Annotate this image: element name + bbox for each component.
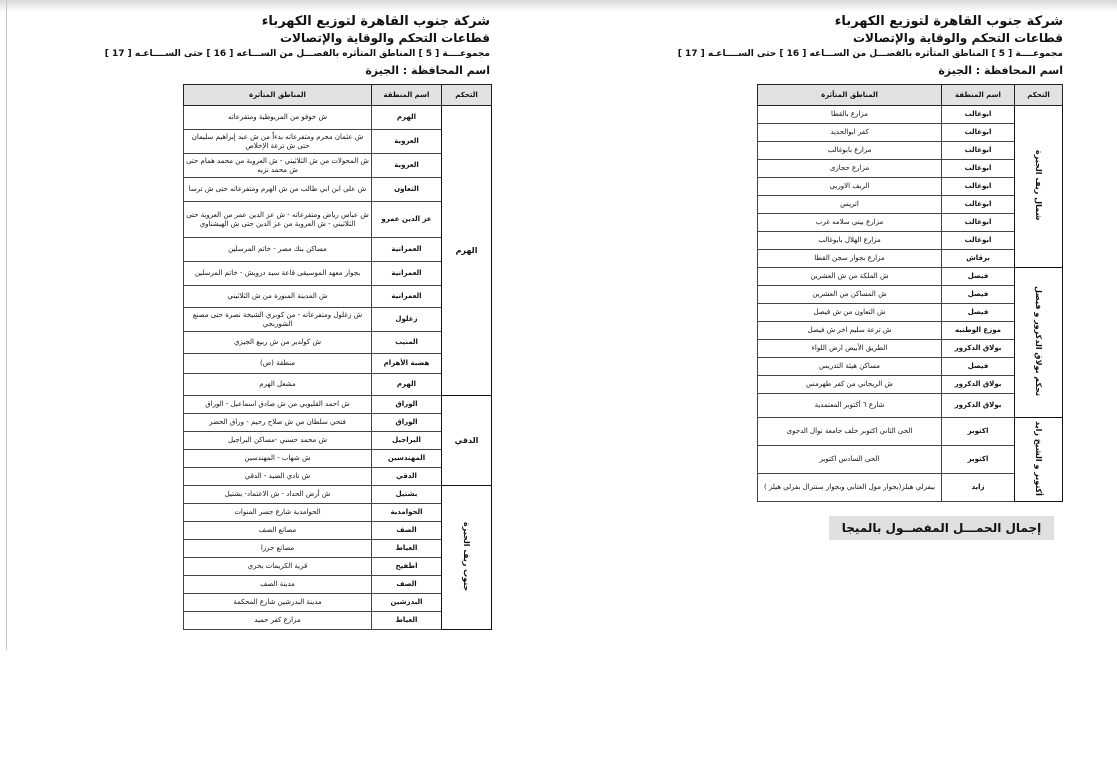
area-cell: برقاش [942,250,1015,268]
col-affected: المناطق المتأثرة [184,85,372,106]
affected-cell: ش عثمان محرم ومتفرعاته بدءاً من ش عبد إبراهيم سليمان حتى ش ترعة الإخلاص [184,130,372,154]
top-shadow [0,0,1117,12]
area-cell: الوراق [372,396,442,414]
area-cell: الهرم [372,106,442,130]
affected-cell: ش احمد القليوبي من ش صادق اسماعيل - الوراق [184,396,372,414]
control-cell [1015,418,1063,502]
area-cell: بولاق الدكرور [942,376,1015,394]
area-cell: ابوغالب [942,214,1015,232]
affected-cell: مساكن هيئة التدريس [758,358,942,376]
affected-cell: ش ترعة سليم اخر ش فيصل [758,322,942,340]
area-cell: فيصل [942,286,1015,304]
affected-cell: كفر ابوالحديد [758,124,942,142]
control-name: الهرم [455,245,478,255]
total-load-label: إجمال الحمـــل المفصــول بالميجا [829,516,1054,540]
area-cell: هضبة الأهرام [372,354,442,374]
affected-cell: الحوامدية شارع جسر المنوات [184,504,372,522]
table-row [184,396,492,414]
area-cell: الهرم [372,374,442,396]
affected-cell: ش شهاب - المهندسين [184,450,372,468]
affected-cell: ش زغلول ومتفرعاته - من كوبري الشيخة نصرة حتى مصنع الشوربجي [184,308,372,332]
affected-cell: فتحي سلطان من ش صلاح رحيم - وراق الحضر [184,414,372,432]
affected-cell: ش الريحاني من كفر طهرمس [758,376,942,394]
affected-cell: ش خوفو من المريوطية ومتفرعاته [184,106,372,130]
area-cell: فيصل [942,304,1015,322]
control-name: تحكم بولاق الدكرور و فيصل [1034,286,1044,397]
col-area: اسم المنطقة [372,85,442,106]
area-cell: التعاون [372,178,442,202]
area-cell: ابوغالب [942,142,1015,160]
sectors-title: قطاعات التحكم والوقاية والإتصالات [280,31,490,45]
area-cell: ابوغالب [942,178,1015,196]
affected-cell: ش علي ابن ابي طالب من ش الهرم ومتفرعاته حتى ش ترسا [184,178,372,202]
company-name: شركة جنوب القاهرة لتوزيع الكهرباء [261,14,490,29]
area-cell: زايد [942,474,1015,502]
area-cell: موزع الوطنيه [942,322,1015,340]
table-row [758,418,1063,446]
area-cell: البدرشين [372,594,442,612]
area-cell: ابوغالب [942,232,1015,250]
affected-cell: بجوار معهد الموسيقى قاعة سيد درويش - خاتم المرسلين [184,262,372,286]
area-cell: الصف [372,522,442,540]
affected-cell: ش المحولات من ش الثلاثيني - ش العروبة من محمد همام حتى ش محمد نزيه [184,154,372,178]
affected-cell: اتريس [758,196,942,214]
area-cell: ابوغالب [942,124,1015,142]
group-line: مجموعــــة [ 5 ] المناطق المتأثره بالفصـــل من الســـاعه [ 16 ] حتى الســــاعـه [ 17 ] [104,49,490,59]
affected-cell: ش نادي الصيد - الدقي [184,468,372,486]
affected-cell: ش التعاون من ش فيصل [758,304,942,322]
affected-cell: مساكن بنك مصر - خاتم المرسلين [184,238,372,262]
group-line: مجموعــــة [ 5 ] المناطق المتأثره بالفصـــل من الســـاعه [ 16 ] حتى الســــاعـه [ 17 ] [677,49,1063,59]
affected-cell: الحى الثاني اكتوبر خلف جامعة نوال الدجوى [758,418,942,446]
area-cell: الصف [372,576,442,594]
governorate-label: اسم المحافظة : الجيزة [365,64,490,77]
affected-cell: شارع ٦ أكتوبر المعتمدية [758,394,942,418]
affected-cell: مصانع الصف [184,522,372,540]
control-cell [1015,106,1063,268]
control-cell [442,486,492,630]
col-control: التحكم [442,85,492,106]
area-cell: ابوغالب [942,196,1015,214]
col-affected: المناطق المتأثرة [758,85,942,106]
affected-cell: ش الملكة من ش العشرين [758,268,942,286]
col-control: التحكم [1015,85,1063,106]
area-cell: فيصل [942,358,1015,376]
area-cell: الدقي [372,468,442,486]
area-cell: العمرانية [372,238,442,262]
affected-cell: مزارع بجوار سجن القطا [758,250,942,268]
affected-cell: ش المدينة المنورة من ش الثلاثيني [184,286,372,308]
affected-cell: ش كولدير من ش ربيع الجيزي [184,332,372,354]
affected-cell: ش محمد حسني -مساكن البراجيل [184,432,372,450]
area-cell: المهندسين [372,450,442,468]
company-name: شركة جنوب القاهرة لتوزيع الكهرباء [834,14,1063,29]
area-cell: الوراق [372,414,442,432]
area-cell: اطفيح [372,558,442,576]
affected-cell: ش المساكن من العشرين [758,286,942,304]
area-cell: اكتوبر [942,418,1015,446]
affected-cell: مزارع الهلال بابوغالب [758,232,942,250]
control-cell [442,396,492,486]
affected-cell: بيفرلي هيلز(بجوار مول العتابي وبجوار سنترال بفرلي هيلز ) [758,474,942,502]
left-page [84,14,490,77]
affected-cell: مشعل الهرم [184,374,372,396]
table-row [184,486,492,504]
affected-cell: مزارع بابوغالب [758,142,942,160]
table-row [758,106,1063,124]
affected-cell: مزارع حجازى [758,160,942,178]
area-cell: العروبة [372,154,442,178]
affected-cell: مصانع جرزا [184,540,372,558]
area-cell: بولاق الدكرور [942,340,1015,358]
affected-cell: قرية الكريمات بحري [184,558,372,576]
control-name: أكتوبر و الشيخ زايد [1034,420,1044,496]
area-cell: العياط [372,540,442,558]
area-cell: عز الدين عمرو [372,202,442,238]
area-cell: بولاق الدكرور [942,394,1015,418]
control-name: شمال ريف الجيزة [1034,150,1044,221]
control-name: جنوب ريف الجيزة [462,521,472,592]
affected-cell: مزارع بيني سلامه غرب [758,214,942,232]
affected-cell: مزارع كفر حميد [184,612,372,630]
area-cell: العياط [372,612,442,630]
area-cell: ابوغالب [942,160,1015,178]
right-outage-table [757,84,1063,502]
affected-cell: ش أرض الحداد - ش الاعتماد- بشتيل [184,486,372,504]
area-cell: العمرانية [372,286,442,308]
area-cell: المنيب [372,332,442,354]
right-page [658,14,1063,77]
affected-cell: مدينة الصف [184,576,372,594]
table-row [184,106,492,130]
left-outage-table [183,84,492,630]
area-cell: العروبة [372,130,442,154]
affected-cell: منطقة (ص) [184,354,372,374]
area-cell: فيصل [942,268,1015,286]
affected-cell: مدينة البدرشين شارع المحكمة [184,594,372,612]
area-cell: العمرانية [372,262,442,286]
affected-cell: مزارع بالقطا [758,106,942,124]
affected-cell: ش عباس رياض ومتفرعاته - ش عز الدين عمر من العروبة حتى الثلاثيني - ش العروبة من عز الدين حتى ش الهيشناوي [184,202,372,238]
page-edge [0,0,7,650]
table-row [758,268,1063,286]
control-cell [1015,268,1063,418]
area-cell: الحوامدية [372,504,442,522]
affected-cell: الحى السادس اكتوبر [758,446,942,474]
governorate-label: اسم المحافظة : الجيزة [938,64,1063,77]
area-cell: اكتوبر [942,446,1015,474]
area-cell: زغلول [372,308,442,332]
sectors-title: قطاعات التحكم والوقاية والإتصالات [853,31,1063,45]
area-cell: ابوغالب [942,106,1015,124]
affected-cell: الطريق الأبيض ارض اللواء [758,340,942,358]
control-name: الدقي [454,435,479,445]
area-cell: البراجيل [372,432,442,450]
affected-cell: الريف الاوربى [758,178,942,196]
col-area: اسم المنطقة [942,85,1015,106]
area-cell: بشتيل [372,486,442,504]
control-cell [442,106,492,396]
